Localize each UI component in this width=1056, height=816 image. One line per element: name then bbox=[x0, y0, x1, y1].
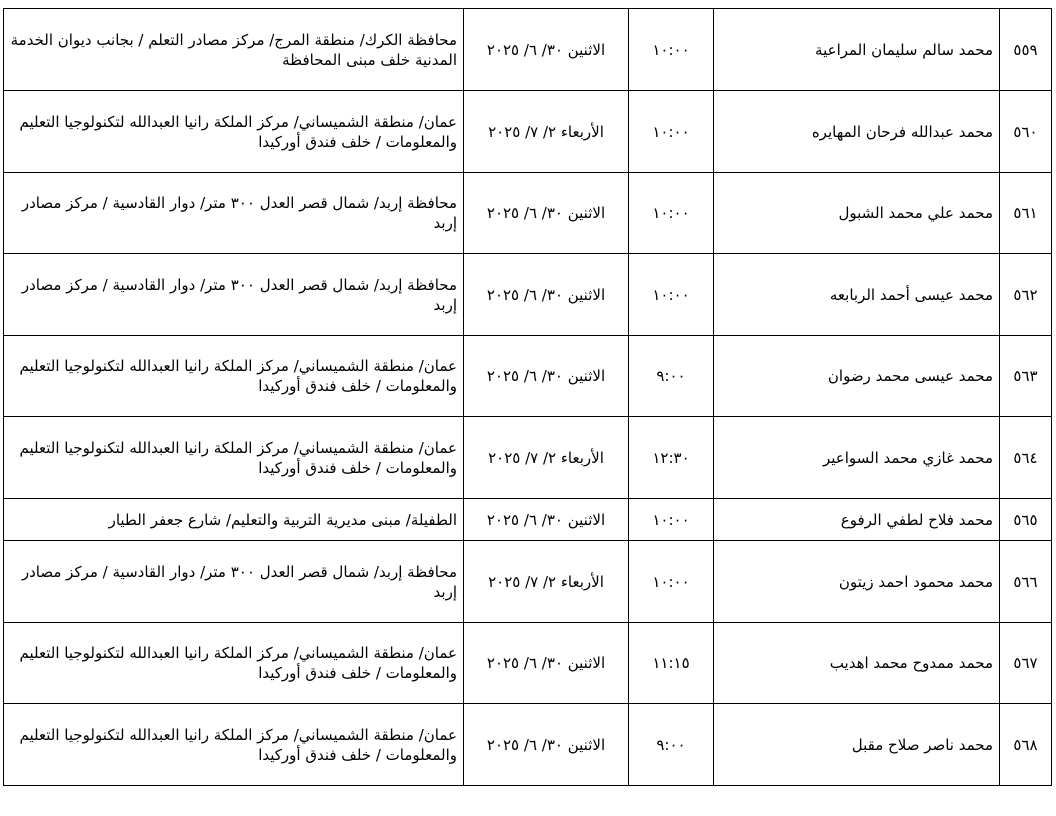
candidate-name: محمد ممدوح محمد اهديب bbox=[714, 623, 1000, 704]
row-number: ٥٦٣ bbox=[1000, 336, 1052, 417]
exam-location: عمان/ منطقة الشميساني/ مركز الملكة رانيا العبدالله لتكنولوجيا التعليم والمعلومات / خلف فندق أوركيدا bbox=[4, 704, 464, 786]
exam-date: الاثنين ٣٠/ ٦/ ٢٠٢٥ bbox=[464, 173, 629, 254]
candidate-name: محمد عيسى أحمد الربابعه bbox=[714, 254, 1000, 336]
candidate-name: محمد ناصر صلاح مقبل bbox=[714, 704, 1000, 786]
table-row bbox=[4, 336, 1052, 417]
table-row bbox=[4, 173, 1052, 254]
candidate-name: محمد محمود احمد زيتون bbox=[714, 541, 1000, 623]
exam-date: الأربعاء ٢/ ٧/ ٢٠٢٥ bbox=[464, 417, 629, 499]
exam-location: محافظة الكرك/ منطقة المرج/ مركز مصادر التعلم / بجانب ديوان الخدمة المدنية خلف مبنى المحافظة bbox=[4, 9, 464, 91]
exam-location: محافظة إربد/ شمال قصر العدل ٣٠٠ متر/ دوار القادسية / مركز مصادر إربد bbox=[4, 541, 464, 623]
exam-time: ١٠:٠٠ bbox=[629, 9, 714, 91]
exam-date: الاثنين ٣٠/ ٦/ ٢٠٢٥ bbox=[464, 623, 629, 704]
candidate-name: محمد سالم سليمان المراعية bbox=[714, 9, 1000, 91]
exam-date: الاثنين ٣٠/ ٦/ ٢٠٢٥ bbox=[464, 704, 629, 786]
row-number: ٥٦٦ bbox=[1000, 541, 1052, 623]
table-row bbox=[4, 417, 1052, 499]
row-number: ٥٦٥ bbox=[1000, 499, 1052, 541]
row-number: ٥٦٠ bbox=[1000, 91, 1052, 173]
exam-time: ١١:١٥ bbox=[629, 623, 714, 704]
exam-date: الأربعاء ٢/ ٧/ ٢٠٢٥ bbox=[464, 91, 629, 173]
table-row bbox=[4, 91, 1052, 173]
schedule-table-body bbox=[4, 9, 1052, 786]
row-number: ٥٦٧ bbox=[1000, 623, 1052, 704]
candidate-name: محمد فلاح لطفي الرفوع bbox=[714, 499, 1000, 541]
table-row bbox=[4, 499, 1052, 541]
exam-time: ١٢:٣٠ bbox=[629, 417, 714, 499]
exam-location: عمان/ منطقة الشميساني/ مركز الملكة رانيا العبدالله لتكنولوجيا التعليم والمعلومات / خلف فندق أوركيدا bbox=[4, 623, 464, 704]
row-number: ٥٥٩ bbox=[1000, 9, 1052, 91]
exam-location: عمان/ منطقة الشميساني/ مركز الملكة رانيا العبدالله لتكنولوجيا التعليم والمعلومات / خلف فندق أوركيدا bbox=[4, 417, 464, 499]
exam-location: محافظة إربد/ شمال قصر العدل ٣٠٠ متر/ دوار القادسية / مركز مصادر إربد bbox=[4, 254, 464, 336]
table-row bbox=[4, 623, 1052, 704]
exam-location: عمان/ منطقة الشميساني/ مركز الملكة رانيا العبدالله لتكنولوجيا التعليم والمعلومات / خلف فندق أوركيدا bbox=[4, 91, 464, 173]
row-number: ٥٦٨ bbox=[1000, 704, 1052, 786]
exam-time: ١٠:٠٠ bbox=[629, 173, 714, 254]
row-number: ٥٦٢ bbox=[1000, 254, 1052, 336]
exam-location: محافظة إربد/ شمال قصر العدل ٣٠٠ متر/ دوار القادسية / مركز مصادر إربد bbox=[4, 173, 464, 254]
schedule-table bbox=[3, 8, 1052, 786]
table-row bbox=[4, 254, 1052, 336]
table-row bbox=[4, 704, 1052, 786]
exam-date: الأربعاء ٢/ ٧/ ٢٠٢٥ bbox=[464, 541, 629, 623]
exam-time: ٩:٠٠ bbox=[629, 336, 714, 417]
exam-time: ١٠:٠٠ bbox=[629, 91, 714, 173]
candidate-name: محمد عبدالله فرحان المهايره bbox=[714, 91, 1000, 173]
exam-location: الطفيلة/ مبنى مديرية التربية والتعليم/ شارع جعفر الطيار bbox=[4, 499, 464, 541]
exam-date: الاثنين ٣٠/ ٦/ ٢٠٢٥ bbox=[464, 9, 629, 91]
table-row bbox=[4, 541, 1052, 623]
row-number: ٥٦٤ bbox=[1000, 417, 1052, 499]
row-number: ٥٦١ bbox=[1000, 173, 1052, 254]
candidate-name: محمد علي محمد الشبول bbox=[714, 173, 1000, 254]
exam-time: ١٠:٠٠ bbox=[629, 254, 714, 336]
exam-location: عمان/ منطقة الشميساني/ مركز الملكة رانيا العبدالله لتكنولوجيا التعليم والمعلومات / خلف فندق أوركيدا bbox=[4, 336, 464, 417]
candidate-name: محمد عيسى محمد رضوان bbox=[714, 336, 1000, 417]
exam-time: ١٠:٠٠ bbox=[629, 499, 714, 541]
exam-time: ٩:٠٠ bbox=[629, 704, 714, 786]
exam-date: الاثنين ٣٠/ ٦/ ٢٠٢٥ bbox=[464, 254, 629, 336]
exam-date: الاثنين ٣٠/ ٦/ ٢٠٢٥ bbox=[464, 499, 629, 541]
exam-time: ١٠:٠٠ bbox=[629, 541, 714, 623]
table-row bbox=[4, 9, 1052, 91]
candidate-name: محمد غازي محمد السواعير bbox=[714, 417, 1000, 499]
exam-date: الاثنين ٣٠/ ٦/ ٢٠٢٥ bbox=[464, 336, 629, 417]
